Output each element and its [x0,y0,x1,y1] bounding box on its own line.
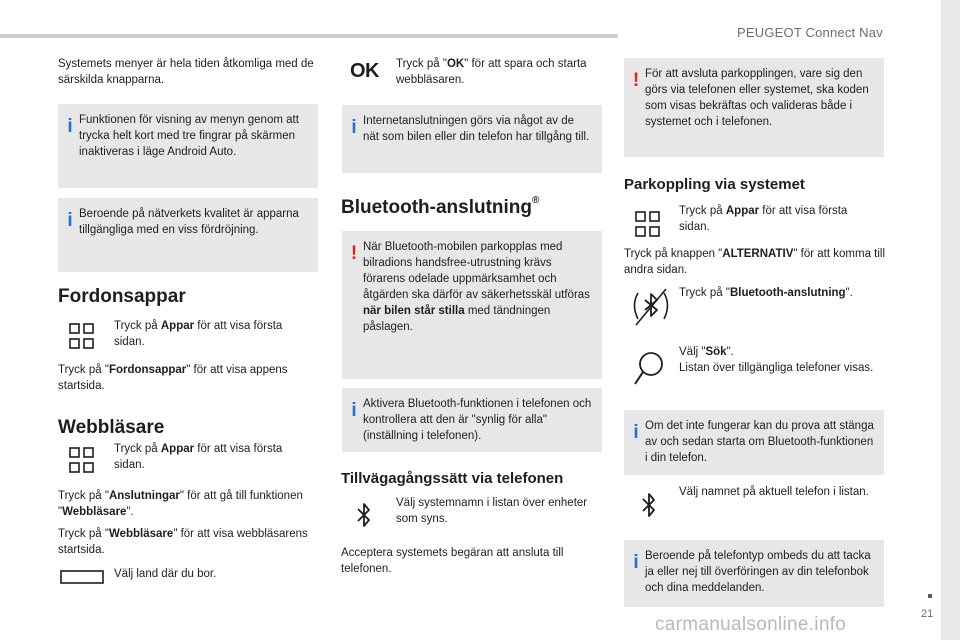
fordonsappar-step-1: Tryck på Appar för att visa första sidan. [114,320,283,348]
webblasare-step-1: Tryck på Appar för att visa första sidan. [114,443,283,471]
heading-via-telefonen: Tillvägagångssätt via telefonen [341,470,564,487]
info-text: Om det inte fungerar kan du prova att stänga av och sedan starta om Bluetooth-funktionen i din telefon. [645,420,874,464]
apps-grid-icon [634,210,662,240]
warning-text: När Bluetooth-mobilen parkopplas med bilradions handsfree-utrustning krävs förarens odelade uppmärksamhet och åtgärden ska därför av säkerhetsskäl utföras när bilen står stilla med tändningen påslagen. [363,241,590,333]
side-strip [941,0,960,640]
warning-text: För att avsluta parkopplingen, vare sig den görs via telefonen eller systemet, ska koden som visas bekräftas och valideras både i systemet och i telefonen. [645,68,869,128]
watermark: carmanualsonline.info [655,614,847,635]
ok-icon: OK [350,60,379,82]
warning-box-pairing [342,231,602,379]
info-box-restart-bluetooth [624,410,884,475]
intro-text: Systemets menyer är hela tiden åtkomliga med de särskilda knapparna. [58,58,314,86]
webblasare-step-3: Tryck på "Webbläsare" för att visa webbläsarens startsida. [58,528,308,556]
dropdown-field-icon [60,570,104,584]
phone-step-1: Välj systemnamn i listan över enheter som syns. [396,497,588,525]
page-number: 21 [921,608,934,620]
info-text: Funktionen för visning av menyn genom att trycka helt kort med tre fingrar på skärmen inaktiveras i läge Android Auto. [79,114,299,158]
heading-webblasare: Webbläsare [58,417,165,438]
apps-grid-icon [68,322,96,352]
heading-via-systemet: Parkoppling via systemet [624,176,805,193]
fordonsappar-step-2: Tryck på "Fordonsappar" för att visa appens startsida. [58,364,288,392]
top-rule [0,34,618,38]
info-text: Aktivera Bluetooth-funktionen i telefonen och kontrollera att den är "synlig för alla" (inställning i telefonen). [363,398,592,442]
info-icon: i [67,210,73,231]
bluetooth-icon [354,500,374,534]
info-box-bluetooth-visible [342,388,602,452]
system-step-2: Tryck på knappen "ALTERNATIV" för att komma till andra sidan. [624,248,886,276]
warning-icon: ! [632,70,640,91]
heading-bluetooth: Bluetooth-anslutning® [341,195,540,218]
info-text: Beroende på nätverkets kvalitet är apparna tillgängliga med en viss fördröjning. [79,208,299,236]
info-icon: i [67,116,73,137]
heading-fordonsappar: Fordonsappar [58,286,186,307]
ok-step: Tryck på "OK" för att spara och starta webbläsaren. [396,58,587,86]
system-step-3: Tryck på "Bluetooth-anslutning". [679,287,853,299]
search-icon [631,350,667,390]
webblasare-step-2: Tryck på "Anslutningar" för att gå till funktionen "Webbläsare". [58,490,303,518]
info-box-android-auto [58,104,318,188]
info-icon: i [351,400,357,421]
info-box-network [58,198,318,272]
header-title: PEUGEOT Connect Nav [737,25,883,40]
system-step-4: Välj "Sök". Listan över tillgängliga telefoner visas. [679,346,874,374]
info-text: Internetanslutningen görs via något av de nät som bilen eller din telefon har tillgång till. [363,115,590,143]
system-step-1: Tryck på Appar för att visa första sidan. [679,205,848,233]
info-box-internet [342,105,602,173]
info-icon: i [633,552,639,573]
warning-icon: ! [350,243,358,264]
info-text: Beroende på telefontyp ombeds du att tacka ja eller nej till överföringen av din telefonbok och dina meddelanden. [645,550,871,594]
warning-box-unpair [624,58,884,157]
bluetooth-icon [639,490,659,524]
info-box-phonebook [624,540,884,607]
apps-grid-icon [68,446,96,476]
info-icon: i [633,422,639,443]
phone-step-2: Acceptera systemets begäran att ansluta till telefonen. [341,547,564,575]
page-marker [928,594,932,598]
bluetooth-connection-icon [631,285,671,331]
info-icon: i [351,117,357,138]
webblasare-step-4: Välj land där du bor. [114,568,217,580]
system-step-5: Välj namnet på aktuell telefon i listan. [679,486,869,498]
